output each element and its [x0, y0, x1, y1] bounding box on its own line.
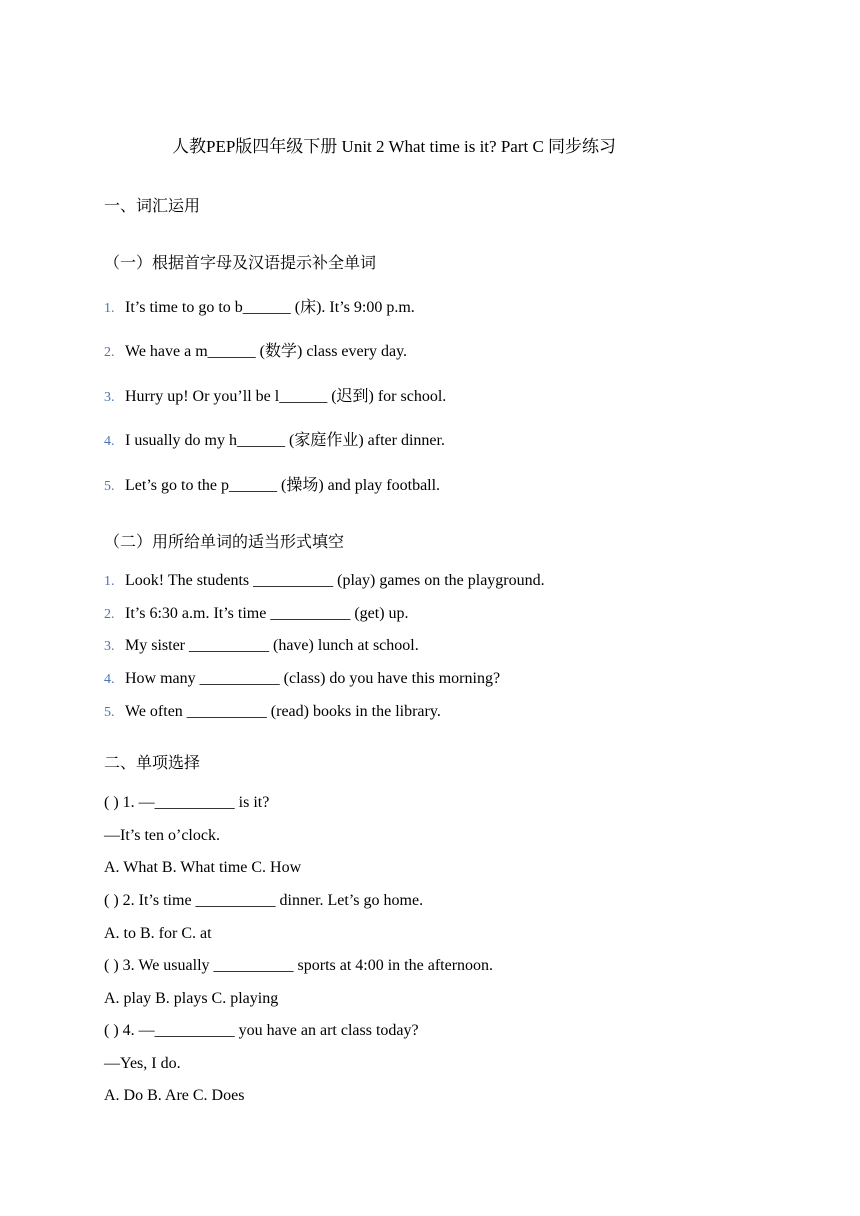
choice-line-3: A. What B. What time C. How: [104, 859, 302, 876]
question-text: My sister __________ (have) lunch at school.: [125, 637, 419, 654]
section1-part2-heading: （二）用所给单词的适当形式填空: [104, 532, 345, 551]
choice-line-2: —It’s ten o’clock.: [104, 827, 220, 844]
question-text: We often __________ (read) books in the library.: [125, 703, 441, 720]
choice-line-5: A. to B. for C. at: [104, 925, 212, 942]
question-number: 2.: [104, 607, 115, 622]
vocab-question-1: [104, 300, 415, 316]
choice-line-10: A. Do B. Are C. Does: [104, 1087, 245, 1104]
question-number: 5.: [104, 479, 115, 494]
question-number: 1.: [104, 301, 115, 316]
section2-heading: 二、单项选择: [104, 753, 201, 772]
vocab-question-4: [104, 433, 445, 449]
form-question-5: [104, 704, 441, 720]
question-text: Hurry up! Or you’ll be l______ (迟到) for school.: [125, 388, 447, 405]
choice-line-4: ( ) 2. It’s time __________ dinner. Let’s go home.: [104, 892, 424, 909]
page-title: 人教PEP版四年级下册 Unit 2 What time is it? Part C 同步练习: [172, 137, 617, 156]
question-text: Let’s go to the p______ (操场) and play football.: [125, 477, 441, 494]
choice-line-7: A. play B. plays C. playing: [104, 990, 279, 1007]
question-number: 3.: [104, 639, 115, 654]
question-number: 4.: [104, 434, 115, 449]
section1-heading: 一、词汇运用: [104, 196, 201, 215]
question-number: 4.: [104, 672, 115, 687]
question-number: 5.: [104, 705, 115, 720]
choice-line-1: ( ) 1. —__________ is it?: [104, 794, 270, 811]
choice-line-9: —Yes, I do.: [104, 1055, 181, 1072]
question-text: I usually do my h______ (家庭作业) after dinner.: [125, 432, 445, 449]
question-text: It’s 6:30 a.m. It’s time __________ (get) up.: [125, 605, 409, 622]
question-text: How many __________ (class) do you have this morning?: [125, 670, 501, 687]
vocab-question-5: [104, 478, 440, 494]
question-number: 1.: [104, 574, 115, 589]
form-question-2: [104, 606, 409, 622]
vocab-question-2: [104, 344, 407, 360]
form-question-3: [104, 638, 419, 654]
question-text: It’s time to go to b______ (床). It’s 9:00 p.m.: [125, 299, 415, 316]
form-question-1: [104, 573, 545, 589]
question-number: 2.: [104, 345, 115, 360]
form-question-4: [104, 671, 500, 687]
choice-line-8: ( ) 4. —__________ you have an art class today?: [104, 1022, 419, 1039]
question-number: 3.: [104, 390, 115, 405]
question-text: We have a m______ (数学) class every day.: [125, 343, 408, 360]
question-text: Look! The students __________ (play) games on the playground.: [125, 572, 545, 589]
choice-line-6: ( ) 3. We usually __________ sports at 4:00 in the afternoon.: [104, 957, 494, 974]
section1-part1-heading: （一）根据首字母及汉语提示补全单词: [104, 253, 377, 272]
vocab-question-3: [104, 389, 446, 405]
